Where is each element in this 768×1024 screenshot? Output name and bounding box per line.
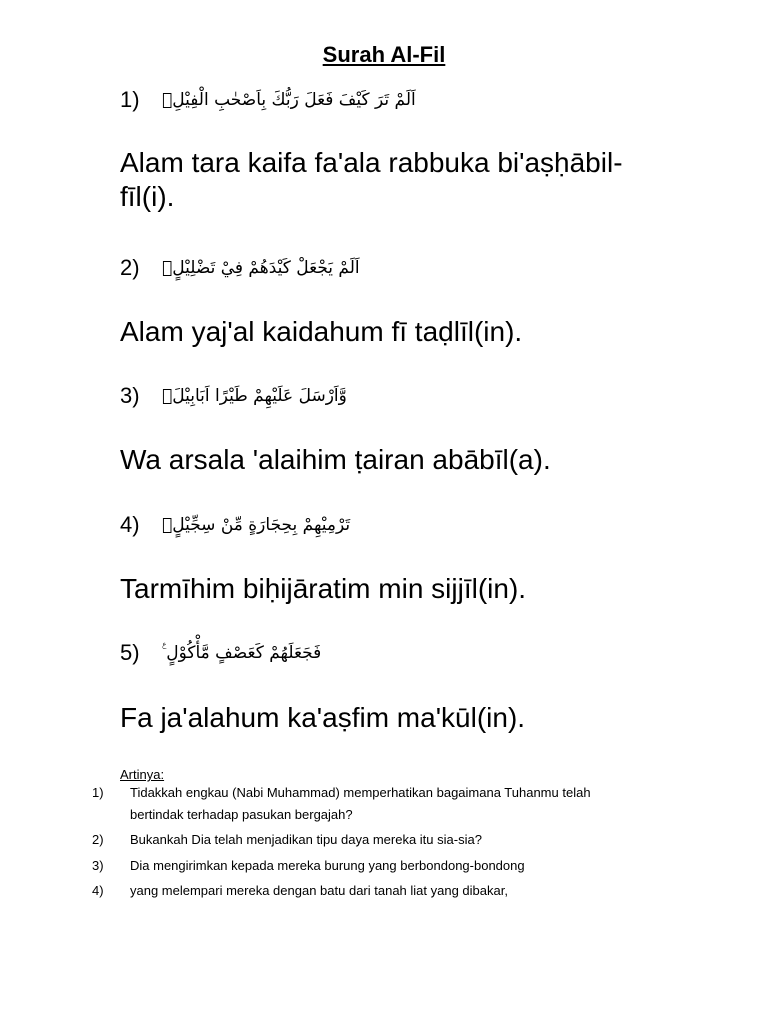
translation-line: yang melempari mereka dengan batu dari tanah liat yang dibakar, bbox=[130, 883, 508, 898]
verse-2-header bbox=[120, 248, 360, 288]
arabic-verse: وَّاَرْسَلَ عَلَيْهِمْ طَيْرًا اَبَابِيْلَۙ bbox=[162, 386, 347, 406]
arabic-verse: اَلَمْ تَرَ كَيْفَ فَعَلَ رَبُّكَ بِاَصْحٰبِ الْفِيْلِۗ bbox=[162, 90, 416, 110]
translation-text bbox=[130, 855, 670, 877]
transliteration: Wa arsala 'alaihim ṭairan abābīl(a). bbox=[120, 444, 551, 475]
verse-number: 1) bbox=[120, 87, 140, 112]
translation-line: Tidakkah engkau (Nabi Muhammad) memperhatikan bagaimana Tuhanmu telah bbox=[130, 785, 591, 800]
transliteration: Tarmīhim biḥijāratim min sijjīl(in). bbox=[120, 573, 527, 604]
translation-number: 4) bbox=[92, 883, 104, 898]
translation-number: 2) bbox=[92, 832, 104, 847]
arabic-verse: فَجَعَلَهُمْ كَعَصْفٍ مَّأْكُوْلٍ ࣖ bbox=[162, 643, 322, 663]
transliteration: Alam tara kaifa fa'ala rabbuka bi'aṣḥābil-fīl(i). bbox=[120, 147, 623, 212]
translation-text bbox=[130, 782, 670, 826]
arabic-verse: اَلَمْ يَجْعَلْ كَيْدَهُمْ فِيْ تَضْلِيْلٍۙ bbox=[162, 258, 360, 278]
verse-3-header bbox=[120, 376, 347, 416]
translation-line: Bukankah Dia telah menjadikan tipu daya mereka itu sia-sia? bbox=[130, 832, 482, 847]
translation-heading: Artinya: bbox=[120, 767, 165, 782]
translation-number: 1) bbox=[92, 785, 104, 800]
verse-number: 2) bbox=[120, 255, 140, 280]
translation-text bbox=[130, 880, 670, 902]
verse-4-header bbox=[120, 505, 350, 545]
translation-text bbox=[130, 829, 670, 851]
translation-number: 3) bbox=[92, 858, 104, 873]
transliteration: Alam yaj'al kaidahum fī taḍlīl(in). bbox=[120, 316, 523, 347]
translation-line: Dia mengirimkan kepada mereka burung yang berbondong-bondong bbox=[130, 858, 525, 873]
translation-line: bertindak terhadap pasukan bergajah? bbox=[130, 807, 353, 822]
verse-number: 3) bbox=[120, 383, 140, 408]
verse-number: 5) bbox=[120, 640, 140, 665]
verse-number: 4) bbox=[120, 512, 140, 537]
page-title: Surah Al-Fil bbox=[322, 42, 446, 67]
verse-1-header bbox=[120, 80, 416, 120]
arabic-verse: تَرْمِيْهِمْ بِحِجَارَةٍ مِّنْ سِجِّيْلٍۙ bbox=[162, 515, 351, 535]
transliteration: Fa ja'alahum ka'aṣfim ma'kūl(in). bbox=[120, 702, 526, 733]
verse-5-header bbox=[120, 633, 321, 673]
